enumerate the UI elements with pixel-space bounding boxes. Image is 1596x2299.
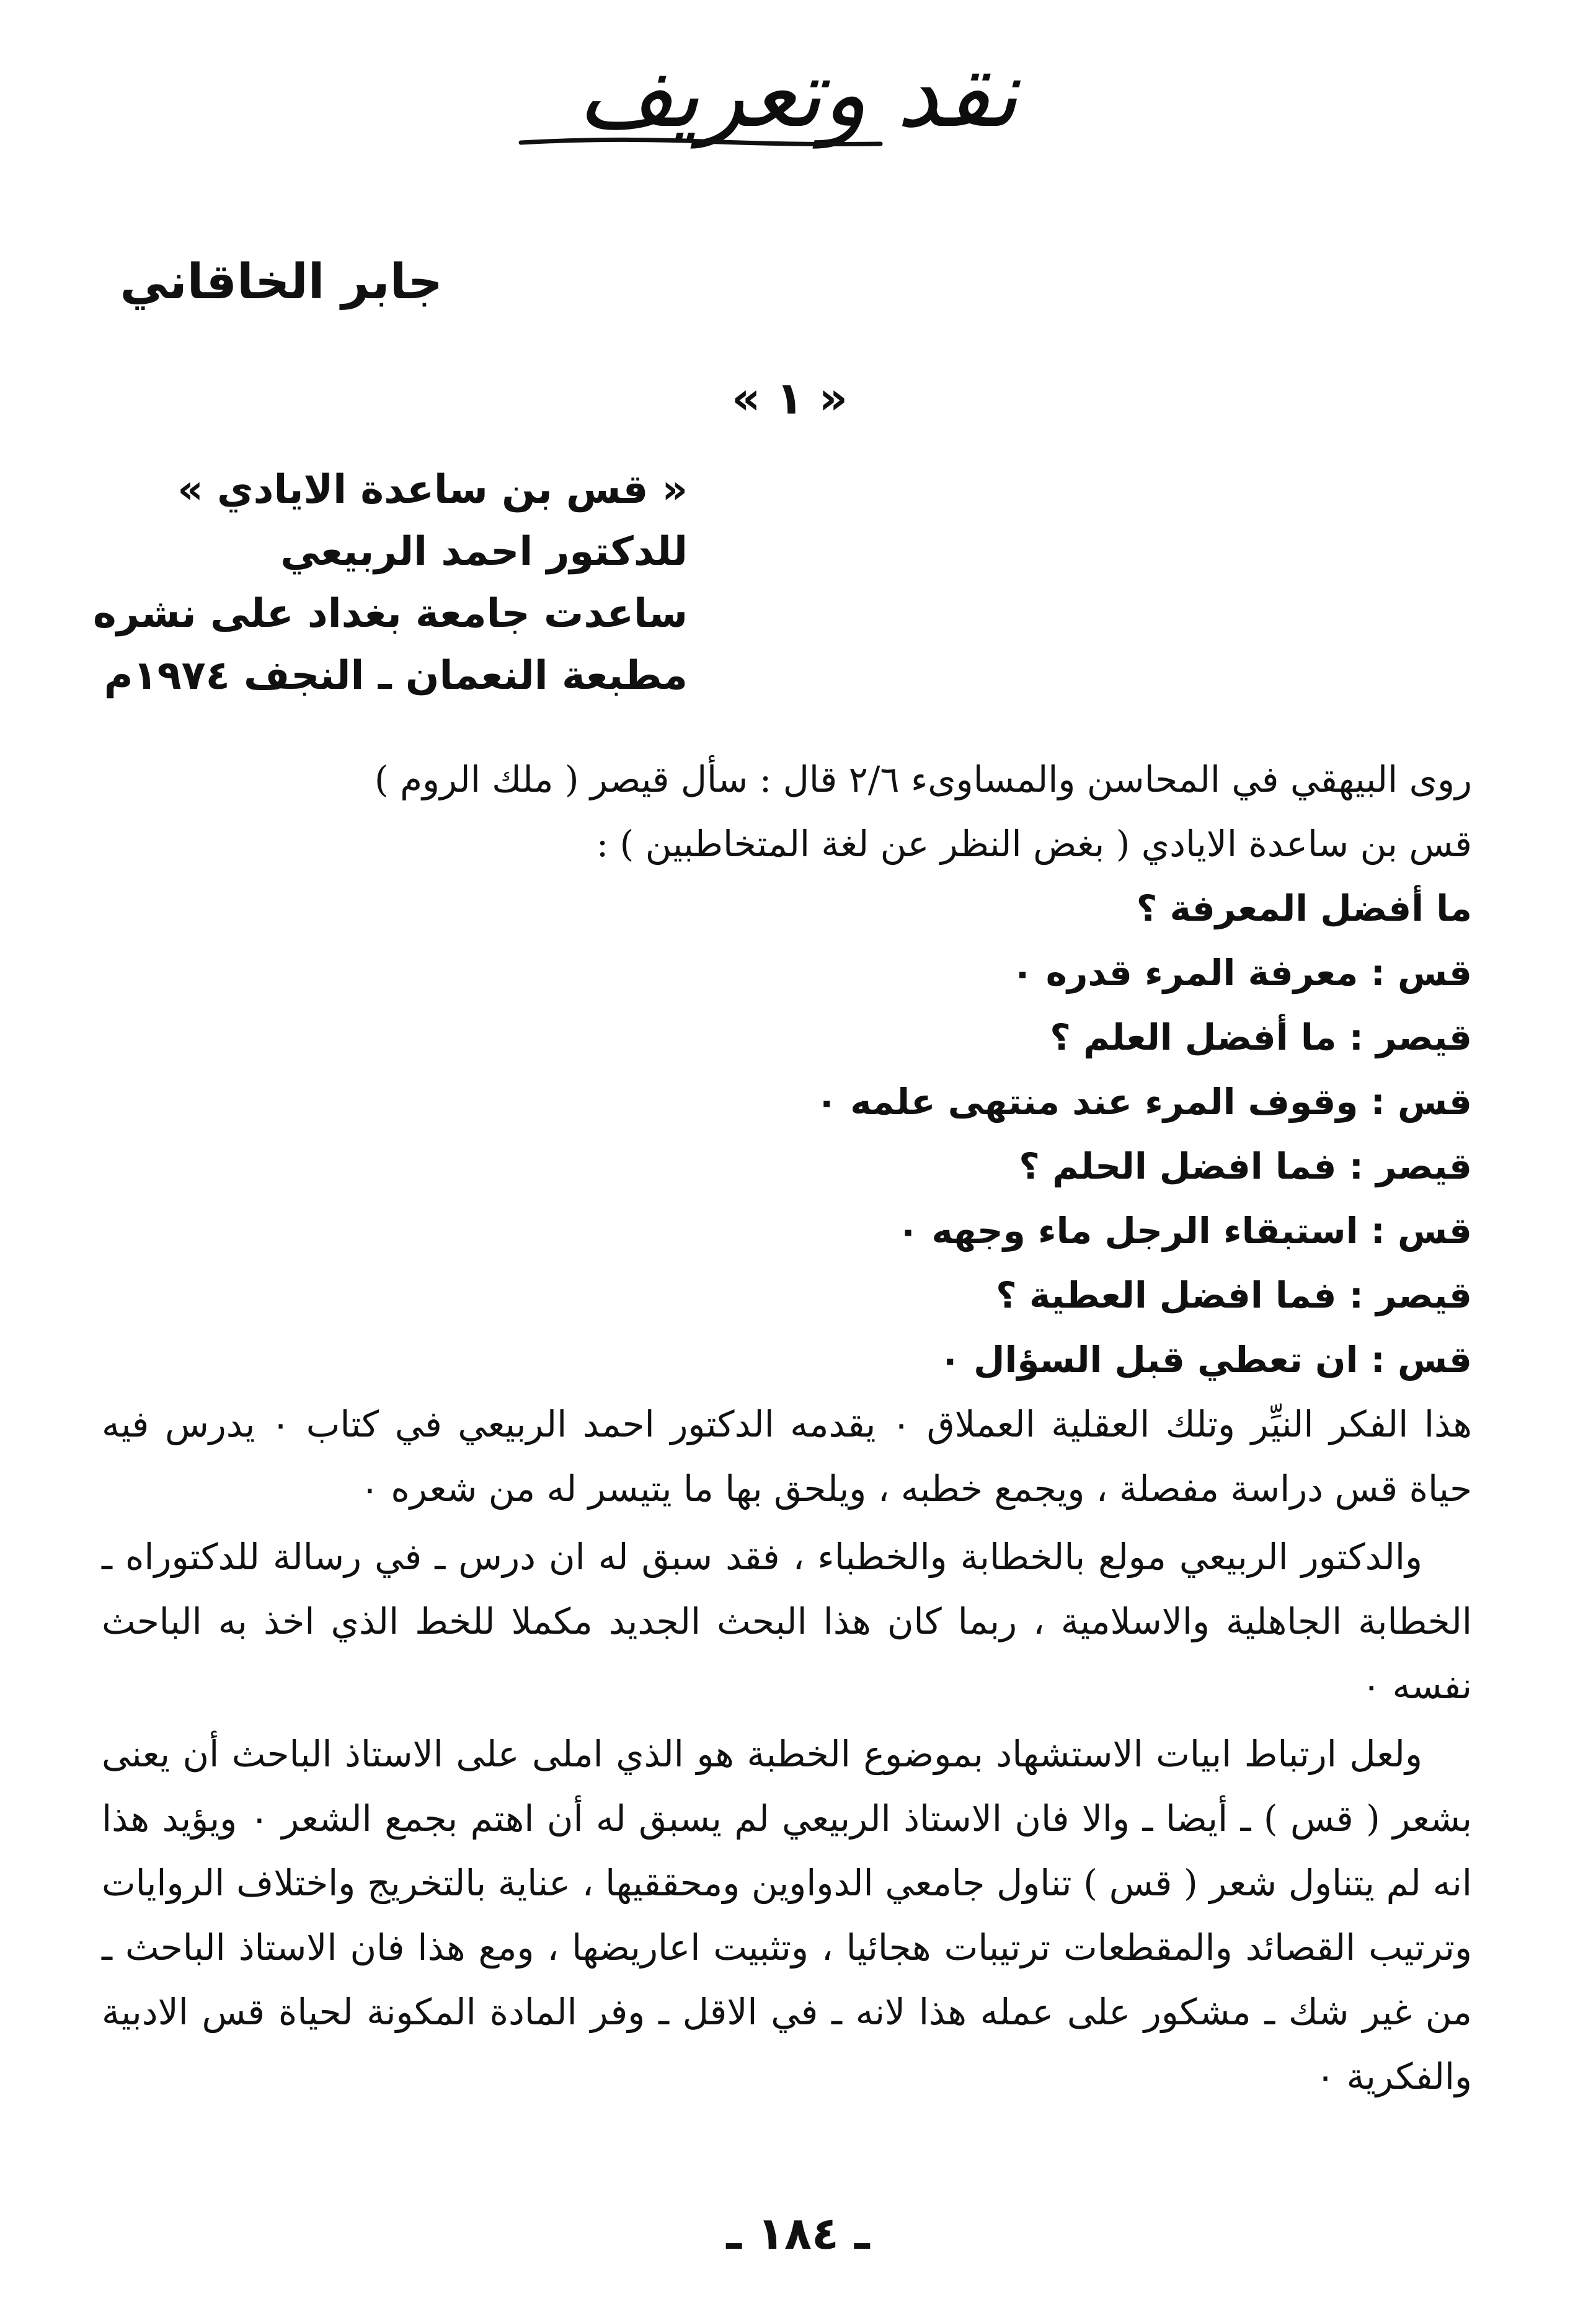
- page-title: نقد وتعريف: [577, 40, 1019, 148]
- paragraph-3-text: ولعل ارتباط ابيات الاستشهاد بموضوع الخطبة هو الذي املى على الاستاذ الباحث أن يعنى بشعر ( قس ) ـ أيضا ـ والا فان الاستاذ الربيعي لم يسبق له أن اهتم بجمع الشعر ٠ ويؤيد هذا انه لم يتناول شعر ( قس ) تناول جامعي الدواوين ومحققيها ، عناية بالتخريج واختلاف الروايات وترتيب القصائد والمقطعات ترتيبات هجائيا ، وتثبيت اعاريضها ، ومع هذا فان الاستاذ الباحث ـ من غير شك ـ مشكور على عمله هذا لانه ـ في الاقل ـ وفر المادة المكونة لحياة قس الادبية والفكرية ٠: [102, 1733, 1473, 2097]
- dialogue-line: قس : وقوف المرء عند منتهى علمه ٠: [815, 1081, 1472, 1123]
- intro-line-2: قس بن ساعدة الايادي ( بغض النظر عن لغة المتخاطبين ) :: [596, 823, 1472, 865]
- author-name: جابر الخاقاني: [120, 254, 443, 310]
- dialogue-line: قس : ان تعطي قبل السؤال ٠: [939, 1339, 1472, 1381]
- paragraph-2-text: والدكتور الربيعي مولع بالخطابة والخطباء ، فقد سبق له ان درس ـ في رسالة للدكتوراه ـ الخطابة الجاهلية والاسلامية ، ربما كان هذا البحث الجديد مكملا للخط الذي اخذ به الباحث نفسه ٠: [102, 1536, 1472, 1707]
- article-body: [102, 747, 1472, 2112]
- book-publisher: مطبعة النعمان ـ النجف ١٩٧٤م: [104, 653, 688, 699]
- section-number: « ١ »: [732, 372, 848, 424]
- dialogue-line: قيصر : فما افضل الحلم ؟: [1019, 1145, 1472, 1187]
- paragraph: [102, 1392, 1472, 1521]
- book-author: للدكتور احمد الربيعي: [280, 529, 688, 575]
- title-underline-swash: [518, 135, 884, 149]
- intro-line-1: روى البيهقي في المحاسن والمساوىء ٢/٦ قال : سأل قيصر ( ملك الروم ): [375, 758, 1472, 800]
- dialogue-block: [102, 876, 1472, 1392]
- dialogue-line: ما أفضل المعرفة ؟: [1136, 887, 1472, 929]
- dialogue-line: قس : استبقاء الرجل ماء وجهه ٠: [897, 1210, 1472, 1252]
- book-info-block: [93, 459, 688, 707]
- paragraph: [102, 1722, 1472, 2109]
- dialogue-line: قيصر : فما افضل العطية ؟: [996, 1274, 1472, 1316]
- paragraph: [102, 1525, 1472, 1718]
- header-title-block: [0, 40, 1596, 148]
- book-title: « قس بن ساعدة الايادي »: [177, 467, 688, 513]
- page-number: ـ ١٨٤ ـ: [726, 2207, 870, 2259]
- dialogue-line: قيصر : ما أفضل العلم ؟: [1050, 1016, 1472, 1058]
- book-support: ساعدت جامعة بغداد على نشره: [92, 591, 688, 637]
- paragraph-1-text: هذا الفكر النيِّر وتلك العقلية العملاق ٠ يقدمه الدكتور احمد الربيعي في كتاب ٠ يدرس فيه حياة قس دراسة مفصلة ، ويجمع خطبه ، ويلحق بها ما يتيسر له من شعره ٠: [102, 1403, 1473, 1510]
- dialogue-line: قس : معرفة المرء قدره ٠: [1011, 952, 1472, 994]
